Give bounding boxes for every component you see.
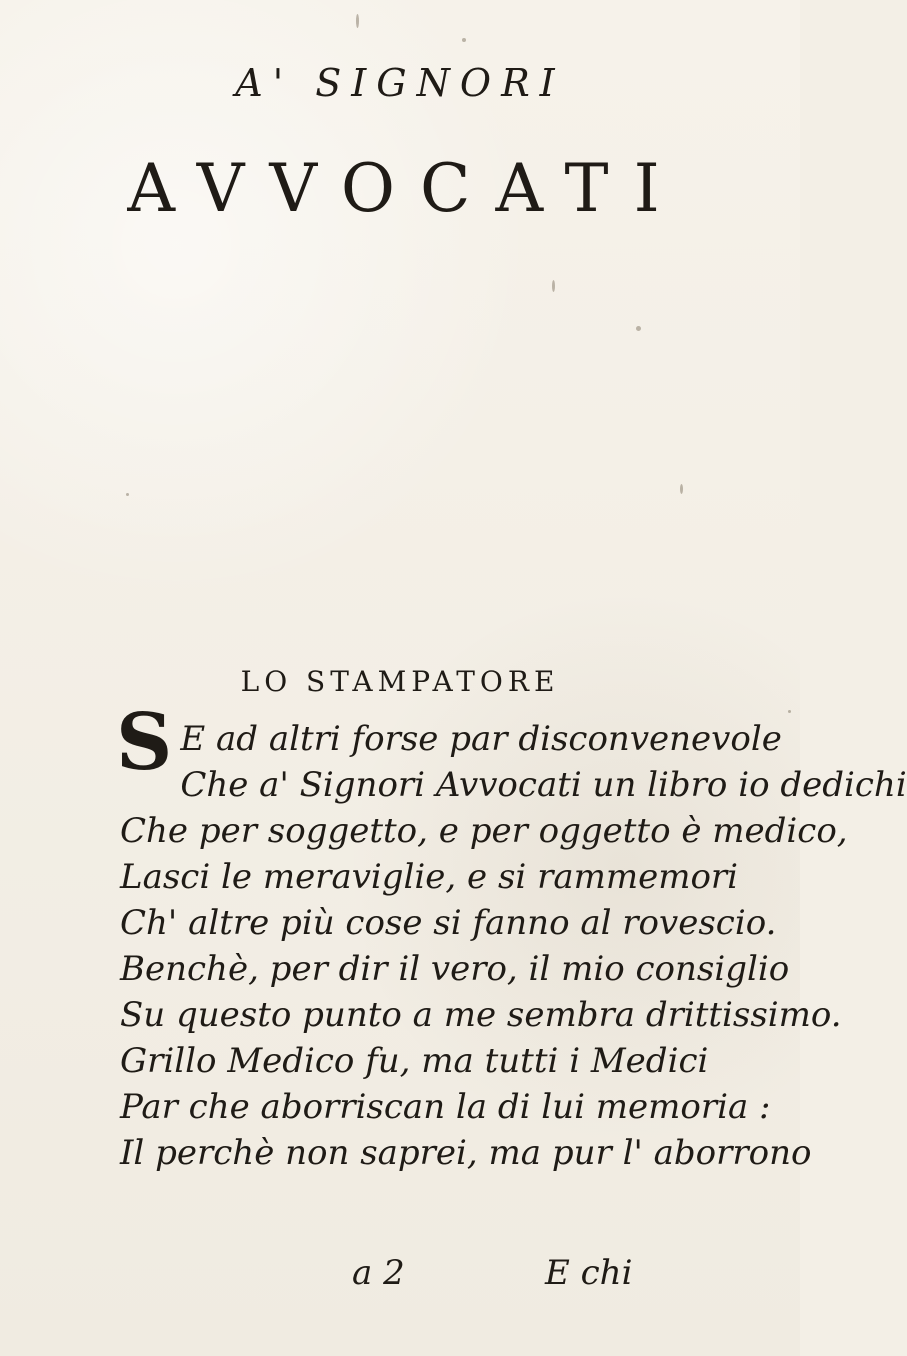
dedication-title: AVVOCATI <box>127 150 685 227</box>
poem-line: Su questo punto a me sembra drittissimo. <box>120 995 842 1035</box>
poem-line: Benchè, per dir il vero, il mio consiglio <box>120 949 790 989</box>
poem-line: Ch' altre più cose si fanno al rovescio. <box>120 903 777 943</box>
dedicatory-poem <box>116 697 907 1176</box>
paper-speck <box>356 14 359 28</box>
paper-speck <box>636 326 641 331</box>
paper-speck <box>462 38 466 42</box>
poem-line-text: E ad altri forse par disconvenevole <box>180 719 782 759</box>
poem-line: Lasci le meraviglie, e si rammemori <box>120 857 739 897</box>
poem-line: Il perchè non saprei, ma pur l' aborrono <box>120 1133 812 1173</box>
dedication-heading: A' SIGNORI <box>235 61 565 105</box>
paper-speck <box>788 710 791 713</box>
poem-line: Grillo Medico fu, ma tutti i Medici <box>120 1041 709 1081</box>
printer-heading: LO STAMPATORE <box>240 665 560 698</box>
poem-line: Che per soggetto, e per oggetto è medico, <box>120 811 848 851</box>
poem-line: Che a' Signori Avvocati un libro io dedichi <box>180 765 907 805</box>
catchword: E chi <box>545 1253 633 1293</box>
signature-mark: a 2 <box>352 1253 405 1293</box>
drop-cap: S <box>116 697 173 788</box>
page-footer <box>0 1250 800 1296</box>
paper-speck <box>552 280 555 292</box>
paper-speck <box>680 484 683 494</box>
poem-line <box>116 697 782 788</box>
paper-speck <box>126 493 129 496</box>
poem-line: Par che aborriscan la di lui memoria : <box>120 1087 771 1127</box>
